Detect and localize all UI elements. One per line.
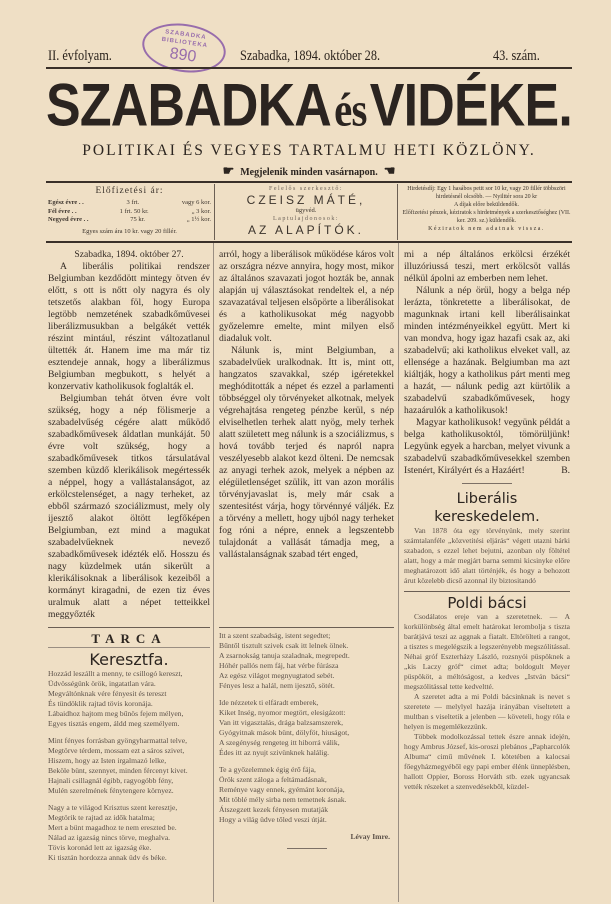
column-rule [213, 243, 214, 902]
tagline-text: Megjelenik minden vasárnapon. [240, 167, 378, 178]
article-paragraph: A liberális politikai rendszer Belgiumban kezdődött mintegy ötven év előtt, s ott is nőtt oly nagyra és oly tetszetős alakban föl, hogy Europa legtöbb nemzetének szabadkőművesei liberálizmusukban a belgákét vették részint mintául, részint változatlanul ültették át. Hanem ime ma már tiz esztendeje annak, hogy a liberálizmus Belgiumban megbukott, s helyét a konzervativ katholikusok foglalták el. [48, 261, 210, 392]
single-issue-price: Egyes szám ára 10 kr. vagy 20 fillér. [82, 227, 177, 235]
price-row: Egész évre . . 3 frt. vagy 6 kor. [48, 199, 211, 206]
column-rule [398, 243, 399, 902]
divider [287, 848, 327, 849]
title-es: és [334, 83, 367, 137]
pointing-hand-left-icon: ☚ [383, 163, 396, 178]
poem-stanza: Ide nézzetek ti elfáradt emberek, Kiket Inség, nyomor megtört, elesigázott: Van itt vigasztalás, drága balzsamszerek, Gyógyitnak mások bünt, dölyföt, hiuságot, A szegénység rengeteg itt hiborrá válik, Édes itt az nyujt szivünknek halálig. [219, 698, 350, 757]
poem-author: Lévay Imre. [350, 832, 390, 841]
divider [46, 241, 572, 243]
divider [46, 181, 572, 183]
subscription-box [48, 185, 211, 239]
title-part-2: VIDÉKE. [369, 70, 572, 139]
price-row: Fél évre . . 1 frt. 50 kr. „ 3 kor. [48, 207, 211, 215]
lead-article-col-1 [48, 249, 210, 627]
poem-stanza: Mint fényes forrásban gyöngyharmattal telve, Megtörve térdem, mossam ezt a sáros szivet, Hiszem, hogy az Isten irgalmazó lelke, Beköle bünt, szennyet, minden fércenyt kivet. Hajnali csillagnál égibb, ragyogóbb fény, Mulén szerelmének fénytengere környez. [48, 736, 188, 795]
divider [397, 184, 398, 240]
poldi-text: Csodálatos ereje van a szeretetnek. — A korkülönbség által emelt határokat lerombolja s tiszta barátjává teszi az aggnak a fiatalt. Eltörölteti a rangot, a tisztes s megelégszik a legszerényebb megszólitással. Néhai gróf Eszterházy László, rozsnyói püspöknek a „kis Laczy gróf“ cimet adta; boldogult Meyer püspököt, a méltóságost, a kedves „István bácsi“ megszólitással tette kedveltté. A szeretet adta a mi Poldi bácsinknak is nevet s szeretete — melylyel hazája irányában viseltetett a multban s viseltetik a jelenben — követeli, hogy róla e helyen is megemlékezzünk. Többek modolkozással tettek észre annak idején, hogy Ambrus József, kis-oroszi plebános „Papharcolók Albuma“ cimű művének I. kötetében a kalocsai főegyházmegyéből egy papi ember élénk ünneplésben, hallott Oppier, Boross Horváth stb. ezek ugyancsak vették részeket a szenvedésekből, küzdel- [404, 612, 570, 791]
newspaper-title [46, 72, 572, 138]
tarca-section [48, 627, 210, 870]
article-paragraph: Nálunk a nép örül, hogy a belga nép lerázta, tönkretette a liberálisokat, de magunknak irtani kell liberálisainkat minden intézményeikkel együtt. Mert ki van mondva, hogy igaz hazafi csak az, aki szabadelvű; aki katholikus elveket vall, az ellensége a hazának. Belgiumban ma azt kiáltják, hogy a katholikus párt menti meg a hazát, — nálunk pedig azt kürtölik a szabadelvű szabadkőművesek, hogy hazaárulók a katholikusok! [404, 285, 570, 416]
poem-right [219, 627, 394, 855]
subtitle: POLITIKAI ÉS VEGYES TARTALMU HETI KÖZLÖNY. [82, 142, 536, 159]
poem-left [48, 669, 210, 863]
owners: AZ ALAPÍTÓK. [247, 223, 365, 237]
article-paragraph: mi a nép általános erkölcsi érzékét illuzóriussá teszi, mert erkölcsöt vallás nélkül ápolni az emberben nem lehet. [404, 249, 570, 284]
poem-stanza: Itt a szent szabadság, istent segedtet; Bűntől tisztult szivek csak itt lelnek ölnek. A zsarnokság tanuja szaladnak, megrepedt. Hóhér pallós nem fáj, hat vérbe fúrásza Az egész világot megnyugtatod sebét. Fényes lesz a halál, nem ijesztő, sötét. [219, 631, 350, 690]
ads-box [401, 185, 572, 239]
ad-prepay: A díjak előre beküldendők. [454, 202, 519, 208]
ad-rates: Hirdetésdíj: Egy 1 hasábos petit sor 10 kr, vagy 20 fillér többszöri hirdetésnél olcsóbb. — Nyilttér sora 20 kr [407, 186, 566, 200]
poem-stanza: Nagy a te világod Krisztus szent keresztje, Megtörik te rajtad az idők hatalma; Mert a bünt magadhoz te nem ereszted be. Nálad az igazság nincs törve, meghalva. Tövis koronád lett az igazság éke. Ki tisztán hordozza annak üdv és béke. [48, 803, 178, 862]
column-2 [219, 249, 394, 855]
article-paragraph: arról, hogy a liberálisok működése káros volt az országra nézve annyira, hogy most, mikor az általános szavazati jogot hozták be, annak alapján uj választásokat rendeltek el, a nép szavazatával teljesen elsöpörte a liberálisokat és a katholikusokat még nagyobb győzelemre emelte, mint milyen első diadaluk volt. [219, 249, 394, 344]
volume-label: II. évfolyam. [48, 48, 112, 64]
editor-name: CZEISZ MÁTÉ, [246, 193, 366, 207]
article-paragraph: Belgiumban tehát ötven évre volt szükség, hogy a nép fölismerje a szabadelvűség cégére alatt működő szabadkőművesek áldatlan munkáját. 50 évre volt szükség, hogy a szabadkőművesek titkos társulatával szemben küzdő klerikálisok megértessék a néppel, hogy a vallástalanságot, az erkölcstelenséget, a nagy terheket, az ebből származó szociálizmust, mely oly ijesztő alakot öltött legfőképen Belgiumban, ezt mind a magukat szabadelvűeknek nevező szabadkőművesek idézték elő. Hosszu és nagy küzdelmek után sikerült a klerikálisoknak a liberálisok kezeiből a kormányt kiragadni, de ezen tiz éves uralmuk alatt a népet tetteikkel meggyőzték [48, 393, 210, 620]
poem-stanza: Hozzád leszállt a menny, te csillogó kereszt, Üdvösségünk örök, ingatatlan vára. Megváltónknak vére fényesit és tereszt És tündöklik rajtad tövis koronája. Lábaidhoz hajtom meg bűnös fejem mélyen, Egyes tisztás engem, áldd meg személyem. [48, 669, 184, 728]
section-heading: Liberális kereskedelem. [434, 491, 540, 525]
stamp-number: 890 [168, 45, 198, 66]
lead-article-col-2 [219, 249, 394, 627]
section-heading: Poldi bácsi [447, 594, 527, 612]
editor-box [217, 185, 395, 239]
price-row: Negyed évre . . 75 kr. „ 1½ kor. [48, 216, 211, 223]
divider [214, 184, 215, 240]
column-3 [404, 249, 570, 792]
tarca-label: TARCA [48, 631, 210, 648]
column-1 [48, 249, 210, 870]
stamp-text: SZABADKA BIBLIOTEKA [161, 29, 209, 50]
editor-label: Felelős szerkesztő: [269, 186, 343, 192]
ad-address: Előfizetési pénzek, kéziratok s hirdetmények a szerkesztőséghez (VII. ker. 209. sz.) küldendők. [402, 210, 571, 224]
tagline [46, 164, 572, 180]
pointing-hand-right-icon: ☛ [222, 163, 235, 178]
article-paragraph: Nálunk is, mint Belgiumban, a szabadelvűek uralkodnak. Itt is, mint ott, hangzatos szavakkal, szép igéretekkel meghóditották a népet és ezzel a parlamenti többséggel oly törvényeket alkotnak, melyek végrehajtása rengeteg pénzbe kerül, s nép elviselhetlen terhek alatt nyög, mely terhek alatt született meg nálunk is a szociálizmus, s hová tovább terjed és napról napra veszélyesebb alakot kezd ölteni. De nemcsak az anyagi terhek azok, melyek a népben az elégületlenséget szülik, itt van azon morális törvényjavaslat is, mely már csak a szentesitést várja, hogy törvénnyé váljék. Ez a törvény a mellett, hogy ujból nagy terheket fog róni a népre, ennek a legszentebb tulajdonát a vallását támadja meg, a vallástalanságnak szabad tért enged, [219, 345, 394, 560]
owners-label: Laptulajdonosok: [273, 216, 339, 222]
article-paragraph: Magyar katholikusok! vegyünk példát a belga katholikusoktól, tömörüljünk! Legyünk egyek a harcban, melyet vivunk a szabadelvű szabadkőművesekkel szemben Istenért, Királyért és a Hazáért! B. [404, 417, 570, 476]
divider [46, 67, 572, 69]
issue-number: 43. szám. [493, 48, 540, 64]
subscription-heading: Előfizetési ár: [95, 186, 164, 196]
title-part-1: SZABADKA [46, 70, 331, 139]
library-stamp [139, 18, 229, 77]
divider [462, 483, 512, 484]
liberalis-text: Van 1878 óta egy törvényünk, mely szerint számtalanféle „közvetitési eljárás“ végett utazni bárki szabadon, s ezzel lehet bejutni, azonban oly föltétel alatt, hogy a már megjárt barna semmi kicsinyke előre meghatározott idő alatt történjék, és hogy a behozott árut közelebb dicső azonnal ily biztositandó [404, 526, 570, 585]
article-signature: B. [561, 465, 570, 476]
editor-title: ügyvéd. [295, 207, 317, 214]
article-dateline: Szabadka, 1894. október 27. [74, 249, 184, 260]
ad-manuscripts: Kéziratok nem adatnak vissza. [428, 226, 545, 232]
poem-title: Keresztfa. [89, 650, 169, 669]
poem-stanza: Te a győzelemnek égig érő fája, Örök szent záloga a feltámadásnak, Reménye vagy ennek, gyémánt koronája, Mit töblé mély sirba nem temetnek ásnak. Átszegzett kezek fényesen mutatják Hogy a világ üdve tőled veszi útját. [219, 765, 347, 824]
date-label: Szabadka, 1894. október 28. [240, 48, 381, 64]
lead-article-col-3 [404, 249, 570, 477]
